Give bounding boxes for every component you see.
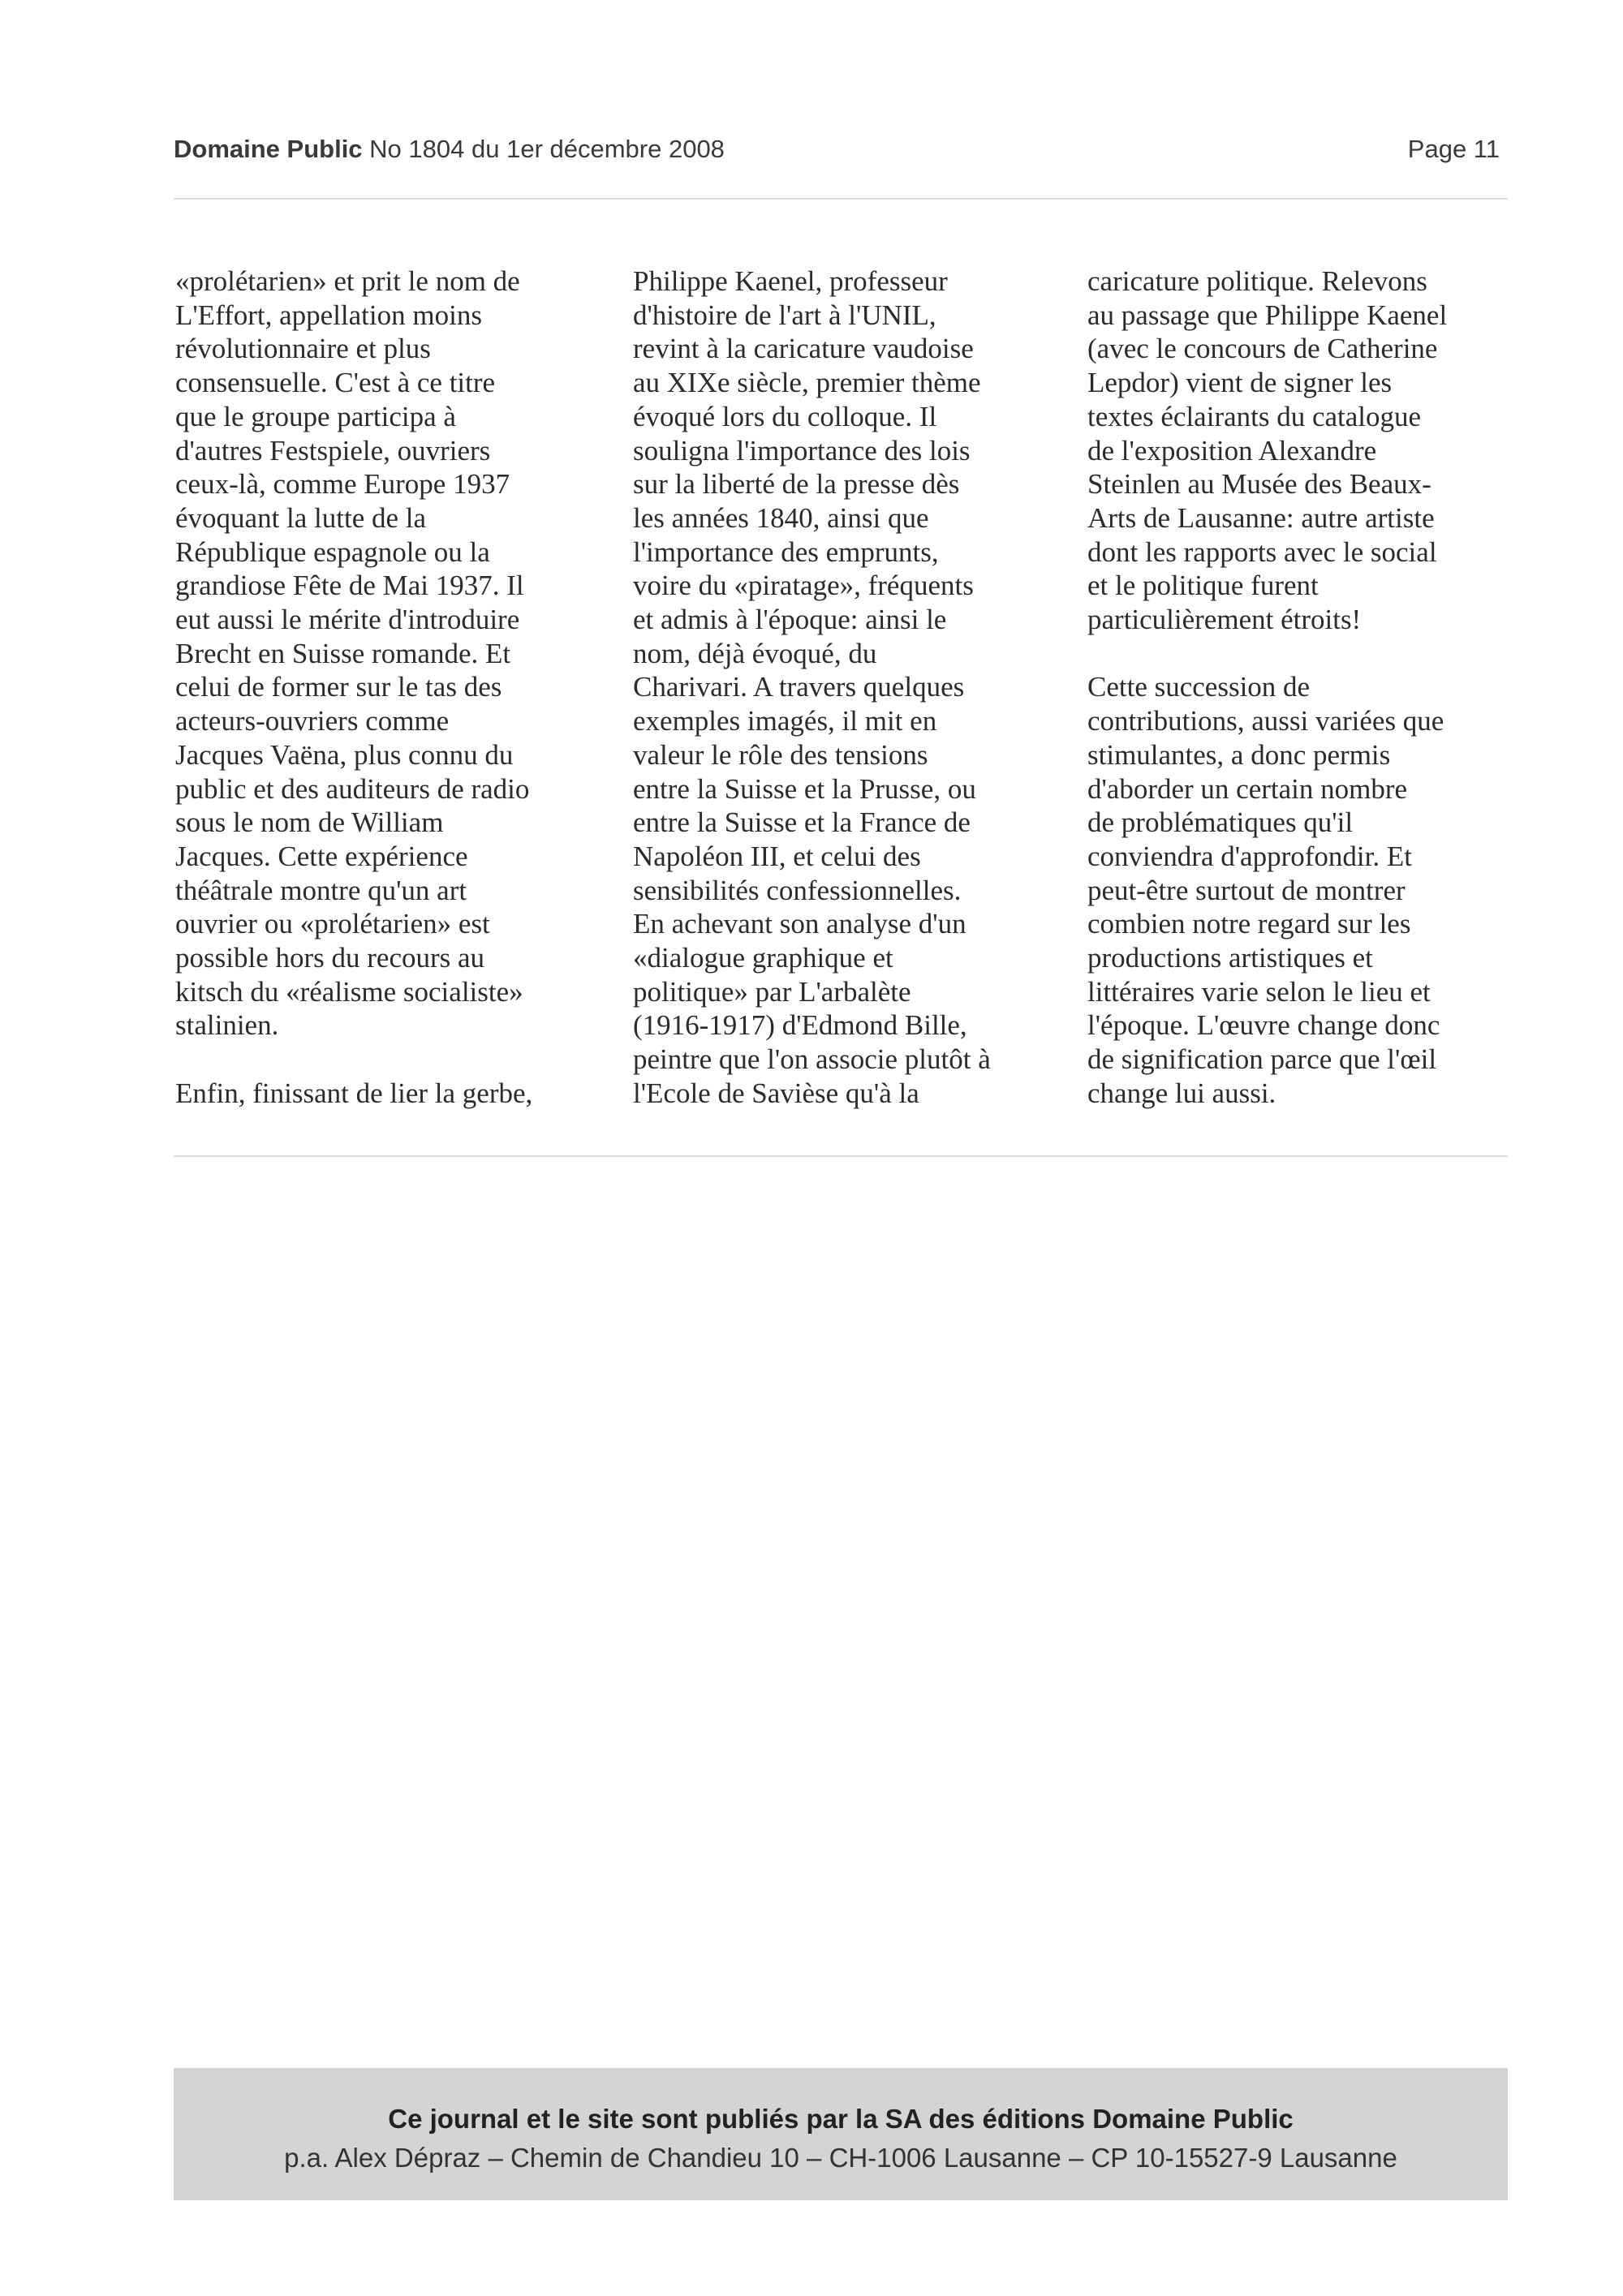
text-line: dont les rapports avec le social <box>1087 535 1437 568</box>
publisher-footer <box>174 2068 1508 2200</box>
text-line: contributions, aussi variées que <box>1087 705 1444 737</box>
text-line: En achevant son analyse d'un <box>633 908 966 940</box>
text-line: Arts de Lausanne: autre artiste <box>1087 501 1435 534</box>
text-line: que le groupe participa à <box>175 400 456 432</box>
text-line: Lepdor) vient de signer les <box>1087 367 1393 399</box>
text-line: l'Ecole de Savièse qu'à la <box>633 1077 919 1109</box>
text-line: l'importance des emprunts, <box>633 535 939 568</box>
text-line: Jacques. Cette expérience <box>175 840 468 872</box>
text-line: stalinien. <box>175 1009 279 1042</box>
text-line: politique» par L'arbalète <box>633 975 911 1008</box>
text-line: eut aussi le mérite d'introduire <box>175 604 520 636</box>
text-line: change lui aussi. <box>1087 1077 1276 1109</box>
text-line: ouvrier ou «prolétarien» est <box>175 908 490 940</box>
text-line: possible hors du recours au <box>175 942 485 974</box>
page-header <box>174 135 1508 167</box>
text-line: au XIXe siècle, premier thème <box>633 367 981 399</box>
text-line: Enfin, finissant de lier la gerbe, <box>175 1077 533 1109</box>
text-line: textes éclairants du catalogue <box>1087 400 1422 432</box>
text-line: valeur le rôle des tensions <box>633 738 928 771</box>
text-line: Philippe Kaenel, professeur <box>633 265 948 297</box>
text-line: souligna l'importance des lois <box>633 434 971 467</box>
text-line: sensibilités confessionnelles. <box>633 874 962 906</box>
text-line: Napoléon III, et celui des <box>633 840 921 872</box>
text-line: consensuelle. C'est à ce titre <box>175 367 496 399</box>
header-divider <box>174 198 1508 200</box>
text-line: théâtrale montre qu'un art <box>175 874 467 906</box>
text-line: l'époque. L'œuvre change donc <box>1087 1009 1440 1042</box>
text-line: et le politique furent <box>1087 570 1319 602</box>
text-line: de problématiques qu'il <box>1087 806 1354 839</box>
text-line: acteurs-ouvriers comme <box>175 705 450 737</box>
text-line: kitsch du «réalisme socialiste» <box>175 975 523 1008</box>
text-line: de l'exposition Alexandre <box>1087 434 1377 467</box>
article-paragraph <box>633 264 1075 1111</box>
text-line: voire du «piratage», fréquents <box>633 570 974 602</box>
text-line: littéraires varie selon le lieu et <box>1087 975 1431 1008</box>
text-line: Steinlen au Musée des Beaux- <box>1087 468 1431 501</box>
text-line: revint à la caricature vaudoise <box>633 333 974 365</box>
article-paragraph <box>175 264 618 1043</box>
text-line: évoquant la lutte de la <box>175 501 427 534</box>
text-line: révolutionnaire et plus <box>175 333 431 365</box>
text-line: (avec le concours de Catherine <box>1087 333 1438 365</box>
page-number: Page 11 <box>1407 135 1500 163</box>
text-line: de signification parce que l'œil <box>1087 1043 1437 1076</box>
text-line: peintre que l'on associe plutôt à <box>633 1043 991 1076</box>
text-line: Brecht en Suisse romande. Et <box>175 637 511 669</box>
text-line: combien notre regard sur les <box>1087 908 1411 940</box>
text-line: Jacques Vaëna, plus connu du <box>175 738 514 771</box>
text-line: peut-être surtout de montrer <box>1087 874 1406 906</box>
footer-publisher-line: Ce journal et le site sont publiés par la SA des éditions Domaine Public <box>388 2104 1294 2134</box>
text-line: conviendra d'approfondir. Et <box>1087 840 1412 872</box>
text-line: celui de former sur le tas des <box>175 671 502 703</box>
text-line: d'aborder un certain nombre <box>1087 772 1408 805</box>
footer-address-line: p.a. Alex Dépraz – Chemin de Chandieu 10 – CH-1006 Lausanne – CP 10-15527-9 Lausanne <box>284 2143 1397 2173</box>
text-line: Cette succession de <box>1087 671 1311 703</box>
text-line: L'Effort, appellation moins <box>175 299 482 331</box>
article-paragraph <box>1087 264 1530 637</box>
text-line: les années 1840, ainsi que <box>633 501 929 534</box>
text-line: et admis à l'époque: ainsi le <box>633 604 947 636</box>
text-line: nom, déjà évoqué, du <box>633 637 877 669</box>
text-line: au passage que Philippe Kaenel <box>1087 299 1448 331</box>
issue-info: No 1804 du 1er décembre 2008 <box>369 135 725 163</box>
text-line: «prolétarien» et prit le nom de <box>175 265 520 297</box>
text-line: exemples imagés, il mit en <box>633 705 937 737</box>
text-line: d'autres Festspiele, ouvriers <box>175 434 491 467</box>
article-paragraph <box>175 1077 618 1111</box>
text-line: d'histoire de l'art à l'UNIL, <box>633 299 936 331</box>
text-line: particulièrement étroits! <box>1087 604 1362 636</box>
text-line: entre la Suisse et la Prusse, ou <box>633 772 976 805</box>
text-line: sous le nom de William <box>175 806 444 839</box>
text-line: stimulantes, a donc permis <box>1087 738 1391 771</box>
text-line: évoqué lors du colloque. Il <box>633 400 937 432</box>
article-column-1 <box>175 264 618 1144</box>
text-line: public et des auditeurs de radio <box>175 772 530 805</box>
text-line: sur la liberté de la presse dès <box>633 468 960 501</box>
text-line: grandiose Fête de Mai 1937. Il <box>175 570 524 602</box>
text-line: ceux-là, comme Europe 1937 <box>175 468 510 501</box>
article-column-2 <box>633 264 1075 1144</box>
article-divider <box>174 1155 1508 1157</box>
article-column-3 <box>1087 264 1530 1144</box>
text-line: productions artistiques et <box>1087 942 1373 974</box>
text-line: (1916-1917) d'Edmond Bille, <box>633 1009 967 1042</box>
article-paragraph <box>1087 670 1530 1110</box>
text-line: Charivari. A travers quelques <box>633 671 965 703</box>
text-line: République espagnole ou la <box>175 535 490 568</box>
text-line: entre la Suisse et la France de <box>633 806 971 839</box>
publication-name: Domaine Public <box>174 135 363 163</box>
text-line: «dialogue graphique et <box>633 942 893 974</box>
text-line: caricature politique. Relevons <box>1087 265 1427 297</box>
